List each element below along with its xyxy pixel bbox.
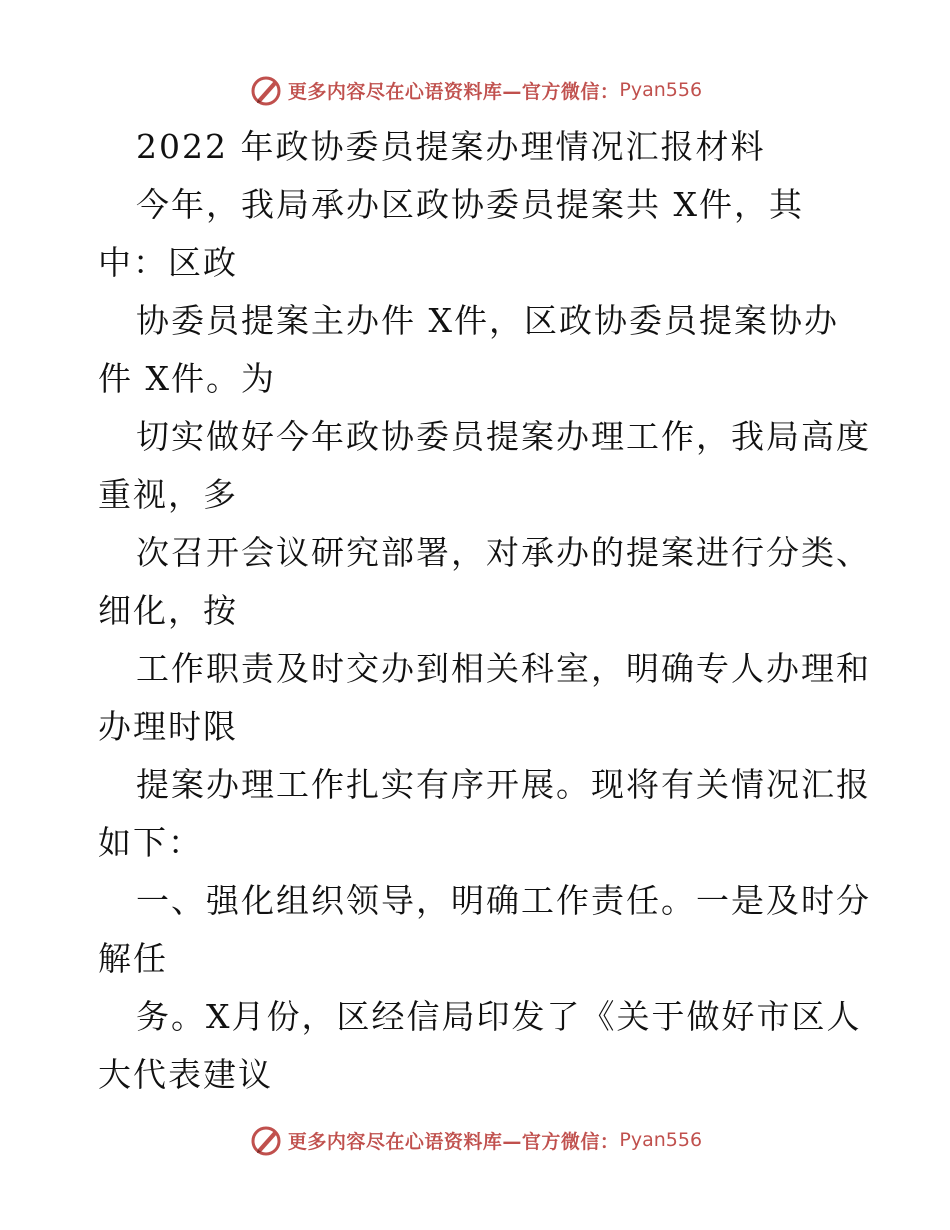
doc-line: 大代表建议 [98,1055,273,1094]
header-banner [0,70,950,110]
document-body [98,118,871,1104]
banner-text: 更多内容尽在心语资料库—官方微信： [287,1130,620,1153]
doc-line: 件 X件。为 [98,359,276,398]
wechat-id: Pyan556 [619,79,703,101]
doc-line: 协委员提案主办件 X件，区政协委员提案协办 [136,301,839,340]
doc-line: 如下： [98,823,203,862]
wechat-id: Pyan556 [619,1129,703,1151]
doc-line: 细化，按 [98,591,238,630]
doc-line: 务。X月份，区经信局印发了《关于做好市区人 [136,997,862,1036]
doc-line: 提案办理工作扎实有序开展。现将有关情况汇报 [136,765,871,804]
doc-title: 2022 年政协委员提案办理情况汇报材料 [136,127,766,166]
doc-line: 解任 [98,939,168,978]
doc-line: 重视，多 [98,475,238,514]
banner-text: 更多内容尽在心语资料库—官方微信： [287,80,620,103]
pen-logo-icon [248,72,284,108]
doc-line: 一、强化组织领导，明确工作责任。一是及时分 [136,881,871,920]
footer-banner [0,1120,950,1160]
doc-line: 切实做好今年政协委员提案办理工作，我局高度 [136,417,871,456]
doc-line: 今年，我局承办区政协委员提案共 X件，其 [136,185,804,224]
pen-logo-icon [248,1122,284,1158]
doc-line: 办理时限 [98,707,238,746]
doc-line: 次召开会议研究部署，对承办的提案进行分类、 [136,533,871,572]
doc-line: 中：区政 [98,243,238,282]
doc-line: 工作职责及时交办到相关科室，明确专人办理和 [136,649,871,688]
